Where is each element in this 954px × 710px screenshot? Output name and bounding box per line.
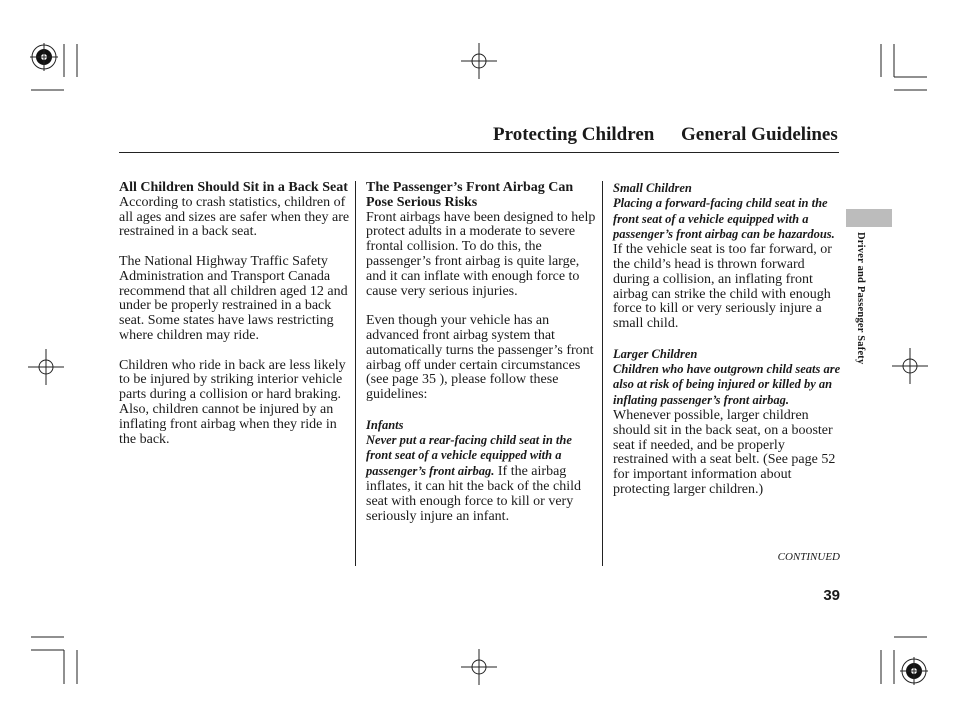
column-divider xyxy=(602,181,603,566)
page-header xyxy=(480,124,840,150)
column-children-sizes xyxy=(613,181,843,513)
registration-target-icon xyxy=(900,657,928,685)
paragraph: Children who ride in back are less likely to be injured by striking interior vehicle parts during a collision or hard braking. Also, children cannot be injured by an inflating front airbag when they ride in the back. xyxy=(119,357,346,447)
warning-infants: Never put a rear-facing child seat in the front seat of a vehicle equipped with a passenger’s front airbag. xyxy=(366,432,572,479)
subheading-larger-children: Larger Children xyxy=(613,346,698,361)
paragraph: The National Highway Traffic Safety Administration and Transport Canada recommend that all children aged 12 and under be properly restrained in a back seat. Some states have laws restricting where children may ride. xyxy=(119,253,348,343)
column-divider xyxy=(355,181,356,566)
column-airbag-risks xyxy=(366,181,596,539)
warning-larger-children: Children who have outgrown child seats are also at risk of being injured or killed by an inflating passenger’s front airbag. xyxy=(613,361,841,408)
paragraph-infants xyxy=(366,433,596,525)
paragraph-larger-children xyxy=(613,362,843,498)
paragraph-small-children xyxy=(613,196,843,332)
warning-small-children: Placing a forward-facing child seat in the front seat of a vehicle equipped with a passenger’s front airbag can be hazardous. xyxy=(613,195,835,242)
side-tab-label: Driver and Passenger Safety xyxy=(855,232,866,365)
paragraph: According to crash statistics, children of all ages and sizes are safer when they are restrained in a back seat. xyxy=(119,194,350,240)
continued-label: CONTINUED xyxy=(777,551,840,563)
text-small-children: If the vehicle seat is too far forward, or the child’s head is thrown forward during a collision, an inflating front airbag can strike the child with enough force to kill or very seriously injure a small child. xyxy=(613,242,832,332)
registration-target-icon xyxy=(30,43,58,71)
heading-airbag-risks: The Passenger’s Front Airbag Can Pose Serious Risks xyxy=(366,180,574,210)
subheading-infants: Infants xyxy=(366,417,404,432)
subheading-small-children: Small Children xyxy=(613,181,692,195)
text-larger-children: Whenever possible, larger children should sit in the back seat, on a booster seat if needed, and be properly restrained with a seat belt. (See page 52 for important information about protecting larger children.) xyxy=(613,407,836,497)
section-tab xyxy=(846,209,892,227)
header-rule xyxy=(119,152,839,153)
subsection-title: General Guidelines xyxy=(681,124,838,145)
heading-back-seat: All Children Should Sit in a Back Seat xyxy=(119,180,348,195)
text-infants: If the airbag inflates, it can hit the back of the child seat with enough force to kill or very seriously injure an infant. xyxy=(366,464,581,524)
paragraph: Front airbags have been designed to help protect adults in a moderate to severe frontal collision. To do this, the passenger’s front airbag is quite large, and it can inflate with enough force to cause very serious injuries. xyxy=(366,209,596,299)
page-number: 39 xyxy=(823,587,840,604)
section-title: Protecting Children xyxy=(493,124,655,145)
paragraph: Even though your vehicle has an advanced front airbag system that automatically turns the passenger’s front airbag off under certain circumstances (see page 35 ), please follow these guidelines: xyxy=(366,313,594,403)
column-back-seat xyxy=(119,181,351,462)
